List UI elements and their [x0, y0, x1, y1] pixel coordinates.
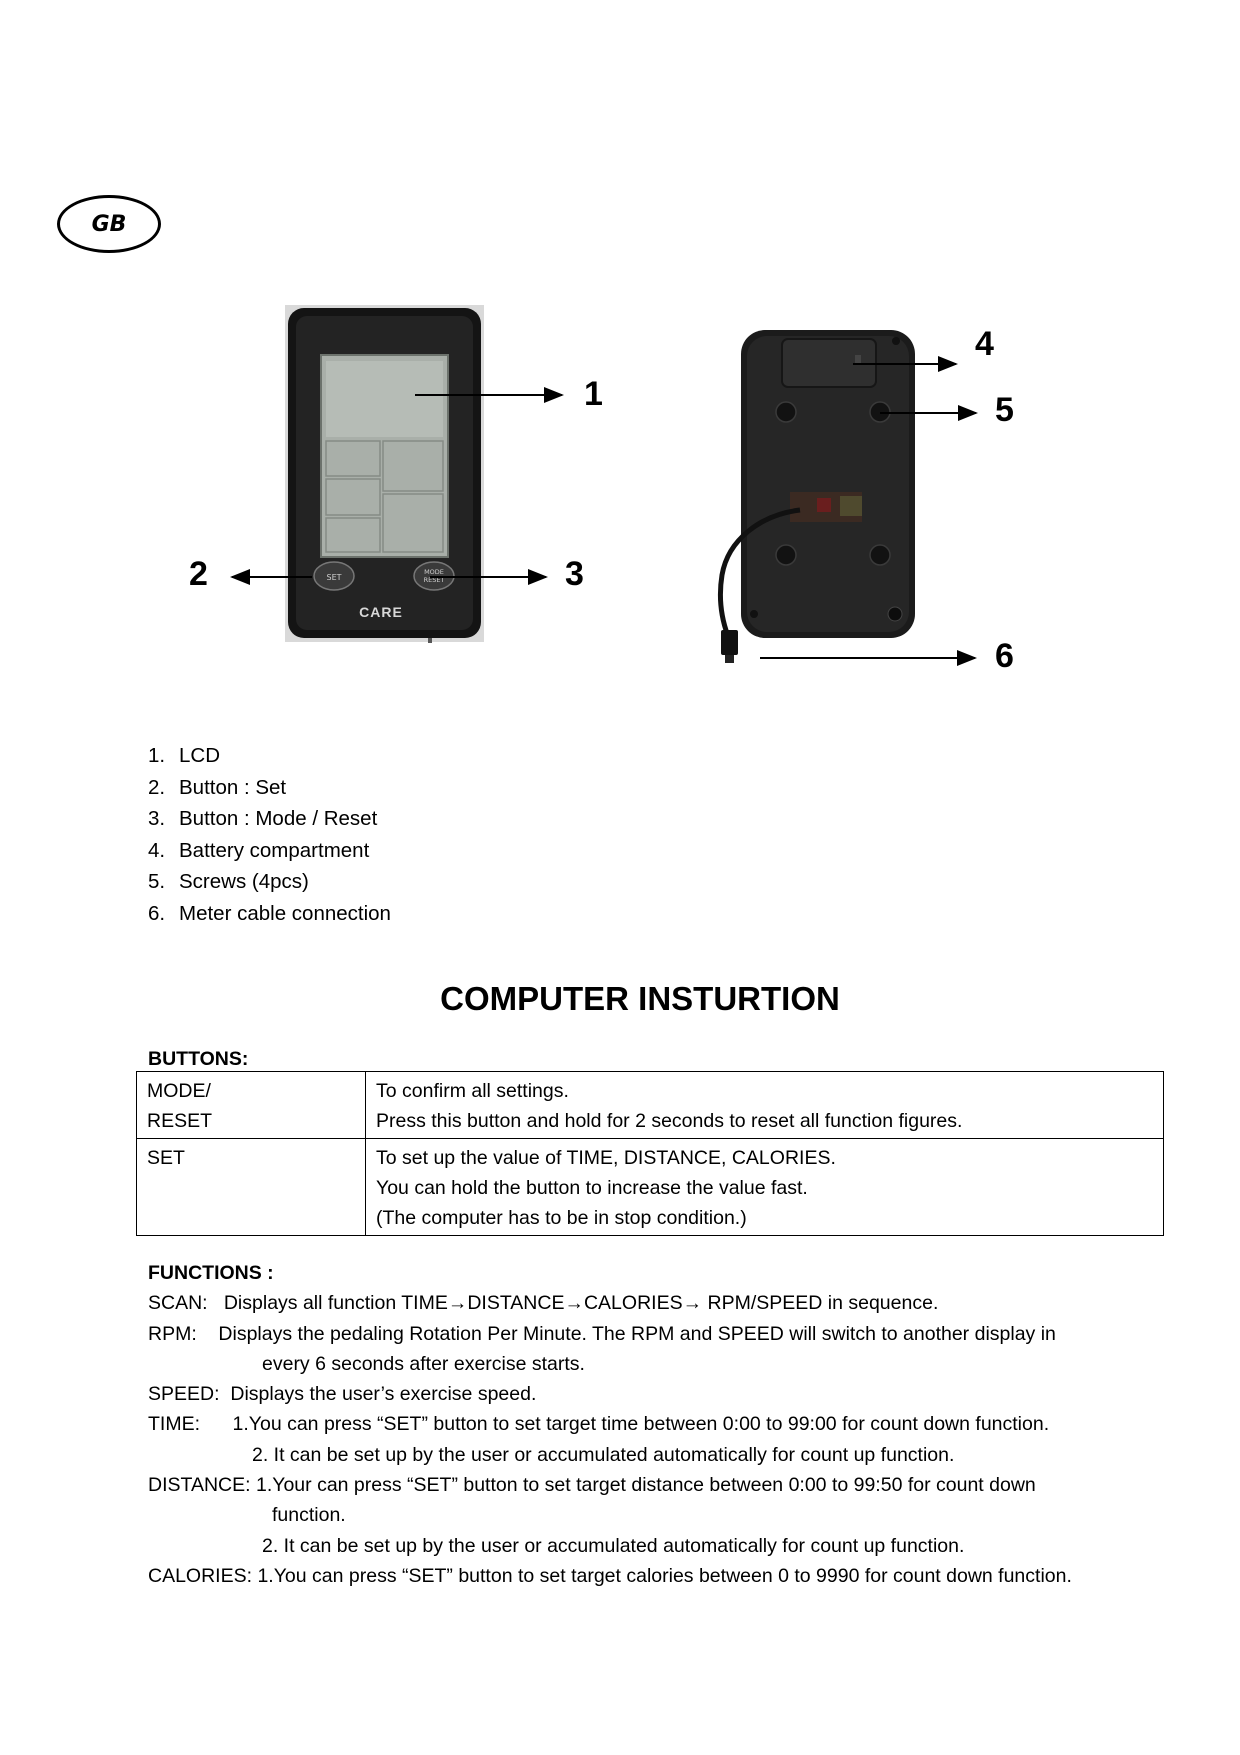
buttons-section-title: BUTTONS: [148, 1048, 249, 1070]
list-label: Button : Mode / Reset [179, 807, 378, 830]
parts-list [148, 740, 391, 929]
table-cell-description [366, 1072, 1164, 1139]
back-view-photo [720, 330, 915, 663]
table-cell-key [137, 1139, 366, 1236]
front-view-photo [285, 305, 484, 643]
list-item [148, 835, 391, 867]
page-heading: COMPUTER INSTURTION [440, 980, 840, 1017]
list-number: 2. [148, 775, 166, 799]
list-label: Meter cable connection [179, 901, 391, 925]
list-item [148, 898, 391, 930]
callout-1: 1 [584, 375, 603, 413]
table-cell-description [366, 1139, 1164, 1236]
set-button-label: SET [326, 573, 342, 582]
list-item [148, 803, 391, 835]
list-number: 3. [148, 807, 166, 830]
function-line: RPM: Displays the pedaling Rotation Per Minute. The RPM and SPEED will switch to another display in [148, 1322, 1056, 1345]
function-line: DISTANCE: 1.Your can press “SET” button to set target distance between 0:00 to 99:50 for count down [148, 1474, 1036, 1497]
function-line: CALORIES: 1.You can press “SET” button to set target calories between 0 to 9990 for count down function. [148, 1564, 1072, 1587]
buttons-table [136, 1071, 1164, 1236]
reset-button-label: RESET [423, 576, 445, 584]
callout-5: 5 [995, 391, 1014, 429]
functions-section [148, 1258, 1168, 1591]
language-badge: GB [57, 195, 161, 253]
callout-4: 4 [975, 325, 994, 363]
list-number: 1. [148, 744, 166, 767]
list-number: 6. [148, 901, 166, 925]
list-item [148, 866, 391, 898]
function-line: every 6 seconds after exercise starts. [262, 1352, 585, 1375]
cell-line: RESET [147, 1110, 213, 1132]
callout-3: 3 [565, 555, 584, 593]
callout-2: 2 [189, 555, 208, 593]
cell-line: To set up the value of TIME, DISTANCE, CALORIES. [376, 1147, 836, 1169]
list-label: Screws (4pcs) [179, 870, 309, 893]
list-label: Button : Set [179, 775, 287, 799]
list-item [148, 740, 391, 772]
list-label: LCD [179, 744, 221, 767]
device-figure [0, 290, 1240, 690]
cell-line: You can hold the button to increase the value fast. [376, 1177, 808, 1199]
table-cell-key [137, 1072, 366, 1139]
function-line: SCAN: Displays all function TIME→DISTANCE→CALORIES→ RPM/SPEED in sequence. [148, 1292, 939, 1315]
table-row [137, 1072, 1164, 1139]
list-label: Battery compartment [179, 838, 370, 862]
function-line: 2. It can be set up by the user or accumulated automatically for count up function. [262, 1534, 965, 1557]
cell-line: SET [147, 1147, 185, 1169]
cell-line: Press this button and hold for 2 seconds to reset all function figures. [376, 1110, 963, 1132]
function-line: 2. It can be set up by the user or accumulated automatically for count up function. [252, 1443, 955, 1466]
list-number: 4. [148, 838, 166, 862]
table-row [137, 1139, 1164, 1236]
cell-line: (The computer has to be in stop condition.) [376, 1207, 747, 1229]
cell-line: To confirm all settings. [376, 1080, 569, 1102]
function-line: function. [272, 1504, 346, 1527]
callout-6: 6 [995, 637, 1014, 675]
list-item [148, 772, 391, 804]
cell-line: MODE/ [147, 1080, 211, 1102]
mode-button-label: MODE [424, 568, 444, 576]
list-number: 5. [148, 870, 166, 893]
functions-section-title: FUNCTIONS : [148, 1262, 274, 1284]
function-line: TIME: 1.You can press “SET” button to set target time between 0:00 to 99:00 for count down function. [148, 1413, 1050, 1436]
brand-logo: CARE [359, 604, 403, 620]
function-line: SPEED: Displays the user’s exercise speed. [148, 1383, 537, 1406]
